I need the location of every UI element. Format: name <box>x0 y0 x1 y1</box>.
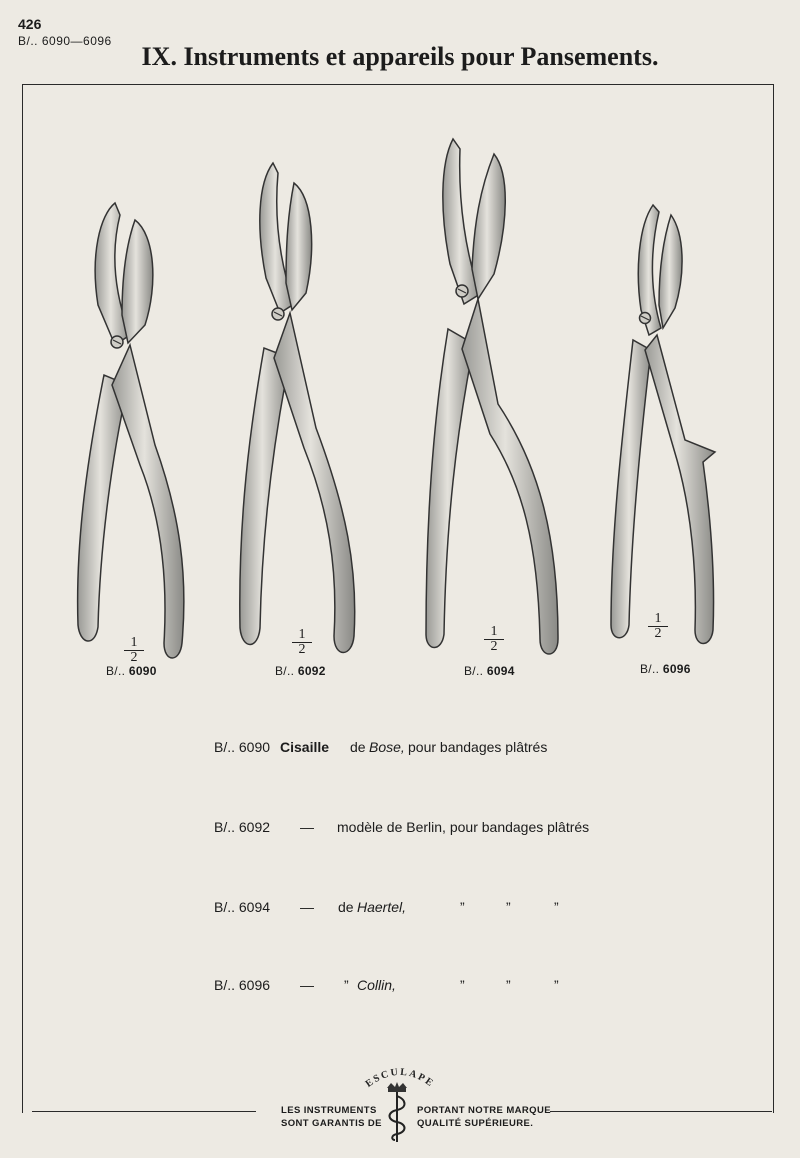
caption-6094: B/.. 6094 <box>464 664 515 678</box>
instrument-6092-illustration <box>228 158 378 663</box>
ditto-mark: ” <box>460 899 465 915</box>
scale-6094: $\frac{1}{2}$ <box>484 625 504 654</box>
description-dash: — <box>300 899 314 915</box>
description-dash: — <box>300 819 314 835</box>
svg-text:ESCULAPE: ESCULAPE <box>363 1066 437 1090</box>
instrument-6096-illustration <box>605 200 725 660</box>
footer-rule-left <box>32 1111 256 1112</box>
ditto-mark: ” <box>506 899 511 915</box>
description-text: de <box>350 739 366 755</box>
ditto-mark: ” <box>506 977 511 993</box>
instrument-6094-illustration <box>418 134 573 664</box>
description-author: Haertel, <box>357 899 407 915</box>
page-title: IX. Instruments et appareils pour Pansements. <box>141 42 659 71</box>
description-code: B/.. 6096 <box>214 977 271 993</box>
description-code: B/.. 6090 <box>214 739 271 755</box>
footer-rule-right <box>550 1111 772 1112</box>
description-code: B/.. 6092 <box>214 819 271 835</box>
description-text: modèle de Berlin, pour bandages plâtrés <box>337 819 590 835</box>
caption-6092: B/.. 6092 <box>275 664 326 678</box>
description-author: Collin, <box>357 977 396 993</box>
footer-guarantee-left: LES INSTRUMENTS SONT GARANTIS DE <box>281 1105 382 1129</box>
page-range: B/.. 6090—6096 <box>18 34 112 48</box>
scale-6096: $\frac{1}{2}$ <box>648 612 668 641</box>
caduceus-icon <box>383 1080 411 1149</box>
page-number: 426 <box>18 16 42 32</box>
description-code: B/.. 6094 <box>214 899 271 915</box>
ditto-mark: ” <box>344 977 349 993</box>
footer-guarantee-right: PORTANT NOTRE MARQUE QUALITÉ SUPÉRIEURE. <box>417 1105 551 1129</box>
description-text: pour bandages plâtrés <box>408 739 548 755</box>
description-author: Bose, <box>369 739 405 755</box>
caption-6096: B/.. 6096 <box>640 662 691 676</box>
instrument-6090-illustration <box>60 195 210 670</box>
scale-6092: $\frac{1}{2}$ <box>292 628 312 657</box>
description-name: Cisaille <box>280 739 330 755</box>
description-text: de <box>338 899 354 915</box>
description-dash: — <box>300 977 314 993</box>
caption-6090: B/.. 6090 <box>106 664 157 678</box>
ditto-mark: ” <box>554 899 559 915</box>
scale-6090: $\frac{1}{2}$ <box>124 636 144 665</box>
ditto-mark: ” <box>460 977 465 993</box>
ditto-mark: ” <box>554 977 559 993</box>
